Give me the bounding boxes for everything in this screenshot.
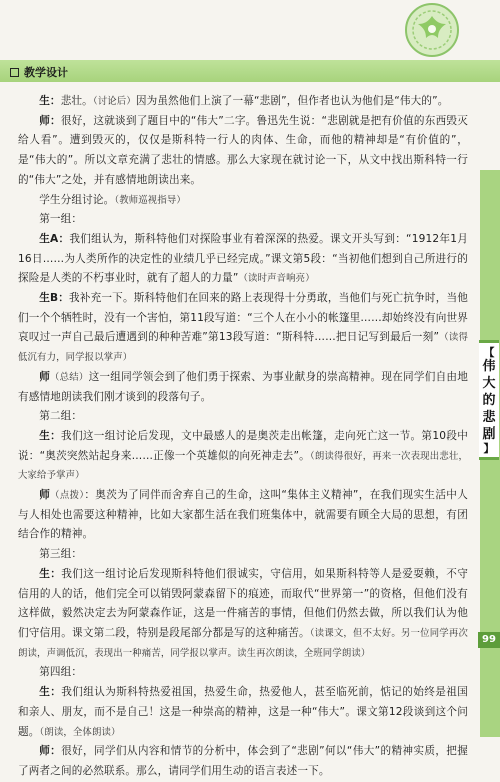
paragraph-text: 很好，这就谈到了题目中的“伟大”二字。鲁迅先生说：“悲剧就是把有价值的东西毁灭给人看”。遭到毁灭的，仅仅是斯科特一行人的肉体、生命，而他的精神却是“有价值的”，是“伟大的”。所以文章充满了悲壮的情感。那么大家现在就讨论一下，从文中找出斯科特一行的“伟大”之处，并有感情地朗读出来。 bbox=[18, 114, 468, 186]
stage-note: （读课文，但不太好。另一位同学再次朗读，声调低沉，表现出一种痛苦，同学报以掌声。读生再次朗读，全班同学朗读） bbox=[18, 627, 468, 659]
group-heading-text: 第四组： bbox=[39, 666, 83, 679]
paragraph-text: 我们这一组讨论后发现，文中最感人的是奥茨走出帐篷，走向死亡这一节。第10段中说：“奥茨突然站起身来……正像一个英雄似的向死神走去”。 bbox=[18, 429, 468, 462]
paragraph bbox=[18, 742, 468, 781]
floral-emblem-icon bbox=[402, 0, 462, 60]
section-header bbox=[10, 63, 68, 81]
speaker-label: 生： bbox=[39, 567, 62, 580]
side-title-char: 剧 bbox=[482, 426, 496, 442]
paragraph-text: 因为虽然他们上演了一幕“悲剧”，但作者也认为他们是“伟大的”。 bbox=[135, 95, 449, 107]
side-title-close-bracket: 】 bbox=[483, 441, 495, 455]
side-title-char: 大 bbox=[482, 375, 496, 391]
stage-note: （教师巡视指导） bbox=[114, 194, 186, 206]
side-title-char: 的 bbox=[482, 392, 496, 408]
group-heading-text: 第三组： bbox=[39, 548, 83, 561]
stage-note: （读得低沉有力，同学报以掌声） bbox=[18, 332, 469, 364]
paragraph-text: 我们这一组讨论后发现斯科特他们很诚实，守信用，如果斯科特等人是爱耍赖，不守信用的人的话，他们完全可以销毁阿蒙森留下的痕迹，而取代“世界第一”的资格，但他们没有这样做，毅然决定去为阿蒙森作证，这是一件痛苦的事情，但他们仍然去做，所以我们认为他们守信用。课文第二段，特别是段尾部分都是写的这种痛苦。 bbox=[18, 567, 468, 639]
paragraph-text: 很好，同学们从内容和情节的分析中，体会到了“悲剧”何以“伟大”的精神实质，把握了两者之间的必然联系。那么，请同学们用生动的语言表述一下。 bbox=[18, 745, 468, 777]
paragraph-text: 我补充一下。斯科特他们在回来的路上表现得十分勇敢，当他们与死亡抗争时，当他们一个个牺牲时，没有一个害怕，第11段写道：“三个人在小小的帐篷里……却始终没有向世界哀叹过一声自己最后遭遇到的种种苦难”第13段写道：“斯科特……把日记写到最后一刻” bbox=[18, 292, 469, 344]
paragraph bbox=[18, 289, 468, 368]
paragraph-text: 悲壮。 bbox=[60, 95, 93, 107]
paragraph bbox=[18, 565, 468, 664]
paragraph-text: ：奥茨为了同伴而舍弃自己的生命，这叫“集体主义精神”，在我们现实生活中人与人相处也需要这种精神，比如大家都生活在我们班集体中，就需要有顾全大局的思想，有团结合作的精神。 bbox=[18, 489, 469, 541]
group-heading bbox=[18, 210, 468, 230]
page-number: 99 bbox=[478, 632, 500, 648]
paragraph bbox=[18, 486, 468, 545]
stage-note: （总结） bbox=[50, 371, 89, 383]
paragraph-text: 我们组认为斯科特热爱祖国，热爱生命，热爱他人，甚至临死前，惦记的始终是祖国和亲人、朋友，而不是自己！这是一种崇高的精神，这是一种“伟大”。课文第12段谈到这个问题。 bbox=[18, 686, 468, 738]
stage-note: （讨论后） bbox=[92, 96, 136, 107]
stage-note: （朗读得很好，再来一次表现出悲壮，大家给予掌声） bbox=[18, 450, 468, 482]
paragraph bbox=[18, 112, 468, 191]
group-heading bbox=[18, 407, 468, 427]
group-heading-text: 第一组： bbox=[39, 213, 83, 226]
speaker-label: 生A： bbox=[39, 232, 70, 245]
side-title-char: 伟 bbox=[482, 358, 496, 374]
group-heading bbox=[18, 545, 468, 565]
side-title-open-bracket: 【 bbox=[483, 345, 495, 359]
speaker-label: 生： bbox=[39, 95, 61, 107]
lesson-body bbox=[18, 92, 468, 782]
paragraph bbox=[18, 368, 468, 407]
speaker-label: 生： bbox=[39, 686, 62, 699]
stage-note: （朗读，全体朗读） bbox=[39, 726, 121, 738]
speaker-label: 师 bbox=[39, 370, 51, 383]
paragraph bbox=[18, 427, 468, 486]
paragraph bbox=[18, 92, 468, 112]
paragraph-text: 学生分组讨论。 bbox=[39, 193, 115, 206]
stage-note: （读时声音响亮） bbox=[238, 273, 315, 285]
speaker-label: 生B： bbox=[39, 292, 70, 305]
speaker-label: 生： bbox=[39, 429, 62, 442]
group-heading-text: 第二组： bbox=[39, 410, 83, 423]
group-heading bbox=[18, 663, 468, 683]
speaker-label: 师： bbox=[39, 745, 62, 758]
paragraph bbox=[18, 683, 468, 742]
stage-note: （点拨） bbox=[50, 490, 85, 502]
paragraph bbox=[18, 191, 468, 211]
paragraph-text: 我们组认为，斯科特他们对探险事业有着深深的热爱。课文开头写到：“1912年1月16日……为人类所作的决定性的业绩几乎已经完成。”课文第5段：“当初他们想到自己所进行的探险是人类的不朽事业时，就有了超人的力量” bbox=[18, 232, 468, 285]
speaker-label: 师 bbox=[39, 489, 51, 502]
paragraph-text: 这一组同学领会到了他们勇于探索、为事业献身的崇高精神。现在同学们自由地有感情地朗读我们刚才谈到的段落句子。 bbox=[18, 370, 469, 403]
speaker-label: 师： bbox=[39, 114, 61, 127]
paragraph bbox=[18, 230, 468, 289]
square-box-icon bbox=[10, 68, 19, 77]
section-header-label: 教学设计 bbox=[24, 66, 68, 79]
section-header-bar bbox=[0, 60, 500, 82]
side-title-char: 悲 bbox=[482, 409, 496, 425]
chapter-side-title bbox=[479, 340, 499, 460]
